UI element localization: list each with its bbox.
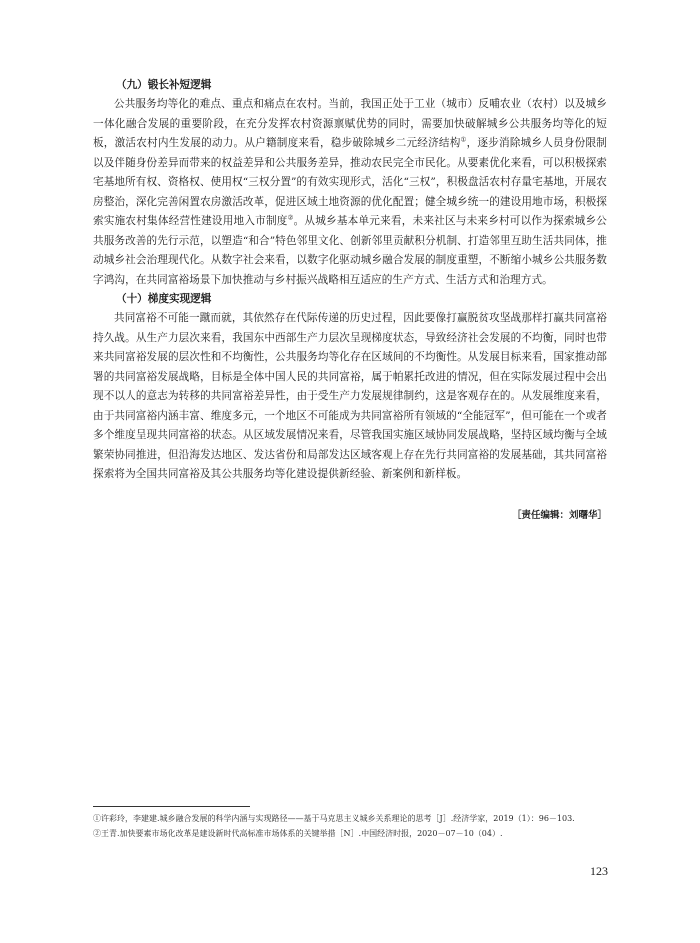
footnote-2: ②王青.加快要素市场化改革是建设新时代高标准市场体系的关键举措［N］.中国经济时报，2020－07－10（04）. xyxy=(93,829,503,838)
section-heading-9: （九）锻长补短逻辑 xyxy=(116,79,212,91)
article-body xyxy=(93,76,607,521)
section-heading-10: （十）梯度实现逻辑 xyxy=(116,293,212,305)
responsible-editor: ［责任编辑：刘曙华］ xyxy=(511,509,607,521)
paragraph-text-part2: ，逐步消除城乡人员身份限制以及伴随身份差异而带来的权益差异和公共服务差异，推动农民完全市民化。从要素优化来看，可以积极探索宅基地所有权、资格权、使用权“三权分置”的有效实现形式，活化“三权”，积极盘活农村存量宅基地，开展农房整治，深化完善闲置农房激活改革，促进区域土地资源的优化配置；健全城乡统一的建设用地市场，积极探索实施农村集体经营性建设用地入市制度 xyxy=(93,137,607,227)
footnote-1: ①许彩玲，李建建.城乡融合发展的科学内涵与实现路径——基于马克思主义城乡关系理论的思考［J］.经济学家，2019（1）：96－103. xyxy=(93,814,575,823)
section-9-paragraph xyxy=(93,95,607,290)
footnote-ref-2[interactable]: ② xyxy=(287,213,294,222)
footnote-ref-1[interactable]: ① xyxy=(460,135,467,144)
footnotes xyxy=(93,811,607,841)
page-number: 123 xyxy=(590,864,608,878)
section-10-paragraph: 共同富裕不可能一蹴而就，其依然存在代际传递的历史过程，因此要像打赢脱贫攻坚战那样打赢共同富裕持久战。从生产力层次来看，我国东中西部生产力层次呈现梯度状态，导致经济社会发展的不均衡，同时也带来共同富裕发展的层次性和不均衡性，公共服务均等化存在区域间的不均衡性。从发展目标来看，国家推动部署的共同富裕发展战略，目标是全体中国人民的共同富裕，属于帕累托改进的情况，但在实际发展过程中会出现不以人的意志为转移的共同富裕差异性，由于受生产力发展规律制约，这是客观存在的。从发展维度来看，由于共同富裕内涵丰富、维度多元，一个地区不可能成为共同富裕所有领域的“全能冠军”，但可能在一个或者多个维度呈现共同富裕的状态。从区域发展情况来看，尽管我国实施区域协同发展战略，坚持区域均衡与全域繁荣协同推进，但沿海发达地区、发达省份和局部发达区域客观上存在先行共同富裕的发展基础，其共同富裕探索将为全国共同富裕及其公共服务均等化建设提供新经验、新案例和新样板。 xyxy=(93,312,607,480)
footnote-divider xyxy=(93,806,250,807)
paragraph-text-part3: 。从城乡基本单元来看，未来社区与未来乡村可以作为探索城乡公共服务改善的先行示范，以塑造“和合”特色邻里文化、创新邻里贡献积分机制、打造邻里互助生活共同体，推动城乡社会治理现代化。从数字社会来看，以数字化驱动城乡融合发展的制度重塑，不断缩小城乡公共服务数字鸿沟，在共同富裕场景下加快推动与乡村振兴战略相互适应的生产方式、生活方式和治理方式。 xyxy=(93,215,607,286)
paragraph-text-part1: 公共服务均等化的难点、重点和痛点在农村。当前，我国正处于工业（城市）反哺农业（农村）以及城乡一体化融合发展的重要阶段，在充分发挥农村资源禀赋优势的同时，需要加快破解城乡公共服务均等化的短板，激活农村内生发展的动力。从户籍制度来看，稳步破除城乡二元经济结构 xyxy=(93,98,607,149)
